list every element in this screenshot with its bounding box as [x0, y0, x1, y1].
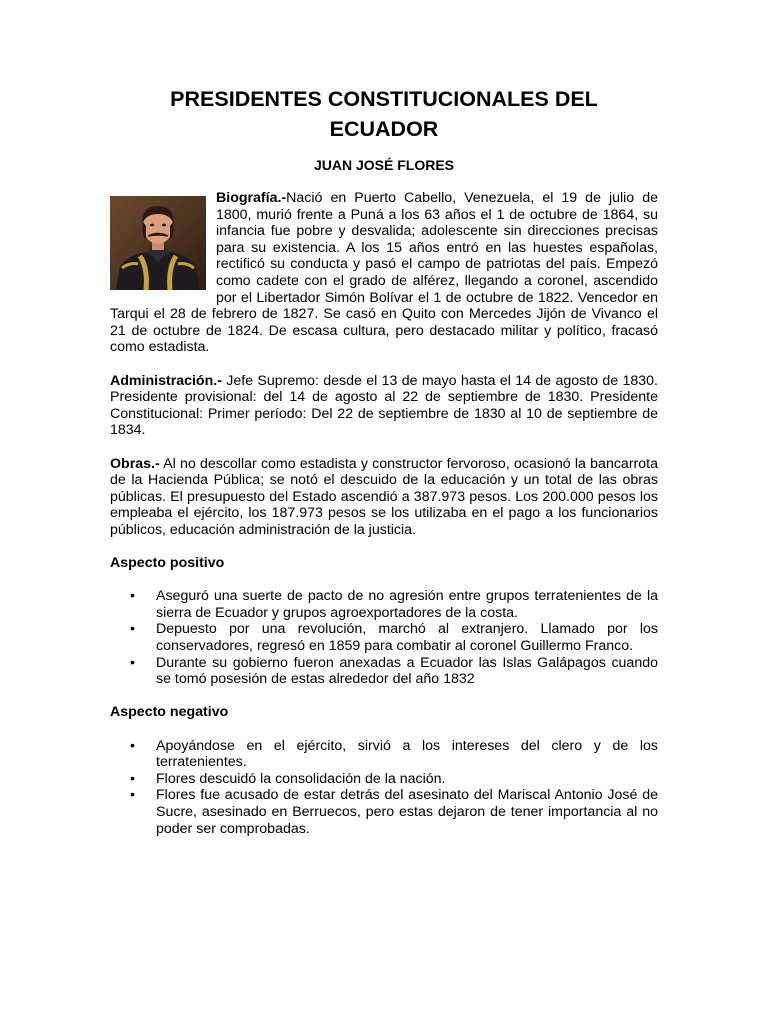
bullet-icon: • [130, 621, 135, 638]
list-item [110, 621, 658, 654]
spacer [110, 538, 658, 555]
document-page [110, 84, 658, 837]
list-item [110, 738, 658, 771]
list-item [110, 787, 658, 837]
bullet-icon: • [130, 770, 135, 787]
positive-list [110, 588, 658, 688]
list-item-text: Durante su gobierno fueron anexadas a Ecuador las Islas Galápagos cuando se tomó posesión de estas alrededor del año 1832 [156, 654, 658, 688]
biography-text: Nació en Puerto Cabello, Venezuela, el 19 de julio de 1800, murió frente a Puná a los 63 años el 1 de octubre de 1864, su infancia fue pobre y desvalida; adolescente sin direcciones precisas para su existencia. A los 15 años entró en las huestes españolas, rectificó su conducta y pasó el campo de patriotas del país. Empezó como cadete con el grado de alférez, llegando a coronel, ascendido por el Libertador Simón Bolívar el 1 de octubre de 1822. Vencedor en Tarqui el 28 de febrero de 1827. Se casó en Quito con Mercedes Jijón de Vivanco el 21 de octubre de 1824. De escasa cultura, pero destacado militar y político, fracasó como estadista. [110, 190, 658, 356]
list-item [110, 771, 658, 788]
biography-label: Biografía.- [216, 190, 287, 206]
bullet-icon: • [130, 737, 135, 754]
list-item-text: Depuesto por una revolución, marchó al extranjero. Llamado por los conservadores, regresó en 1859 para combatir al coronel Guillermo Franco. [156, 621, 658, 655]
works-text: Al no descollar como estadista y constructor fervoroso, ocasionó la bancarrota de la Hacienda Pública; se notó el descuido de la educación y un total de las obras públicas. El presupuesto del Estado ascendió a 387.973 pesos. Los 200.000 pesos los empleaba el ejército, los 187.973 pesos se los utilizaba en el pago a los funcionarios públicos, educación administración de la justicia. [110, 455, 658, 538]
administration-text: Jefe Supremo: desde el 13 de mayo hasta el 14 de agosto de 1830. Presidente provisional: del 14 de agosto al 22 de septiembre de 1830. Presidente Constitucional: Primer período: Del 22 de septiembre de 1830 al 10 de septiembre de 1834. [110, 372, 658, 439]
negative-list [110, 738, 658, 838]
list-item-text: Aseguró una suerte de pacto de no agresión entre grupos terratenientes de la sierra de Ecuador y grupos agroexportadores de la costa. [156, 588, 658, 621]
spacer [110, 688, 658, 705]
spacer [110, 356, 658, 373]
list-item [110, 655, 658, 688]
spacer [110, 439, 658, 456]
biography-paragraph [110, 190, 658, 356]
negative-heading: Aspecto negativo [110, 704, 229, 721]
positive-heading: Aspecto positivo [110, 555, 225, 572]
list-item [110, 588, 658, 621]
works-label: Obras.- [110, 455, 160, 472]
portrait-photo-icon [110, 196, 206, 290]
works-paragraph [110, 456, 658, 539]
administration-paragraph [110, 373, 658, 439]
bullet-icon: • [130, 654, 135, 671]
president-name: JUAN JOSÉ FLORES [313, 157, 455, 173]
spacer [110, 572, 658, 589]
list-item-text: Flores descuidó la consolidación de la nación. [156, 770, 446, 787]
bullet-icon: • [130, 787, 135, 804]
administration-label: Administración.- [110, 372, 222, 389]
spacer [110, 721, 658, 738]
list-item-text: Apoyándose en el ejército, sirvió a los intereses del clero y de los terratenientes. [156, 737, 658, 771]
bullet-icon: • [130, 588, 135, 605]
page-title: PRESIDENTES CONSTITUCIONALES DEL ECUADOR [170, 87, 598, 141]
list-item-text: Flores fue acusado de estar detrás del asesinato del Mariscal Antonio José de Sucre, asesinado en Berruecos, pero estas dejaron de tener importancia al no poder ser comprobadas. [156, 787, 658, 837]
